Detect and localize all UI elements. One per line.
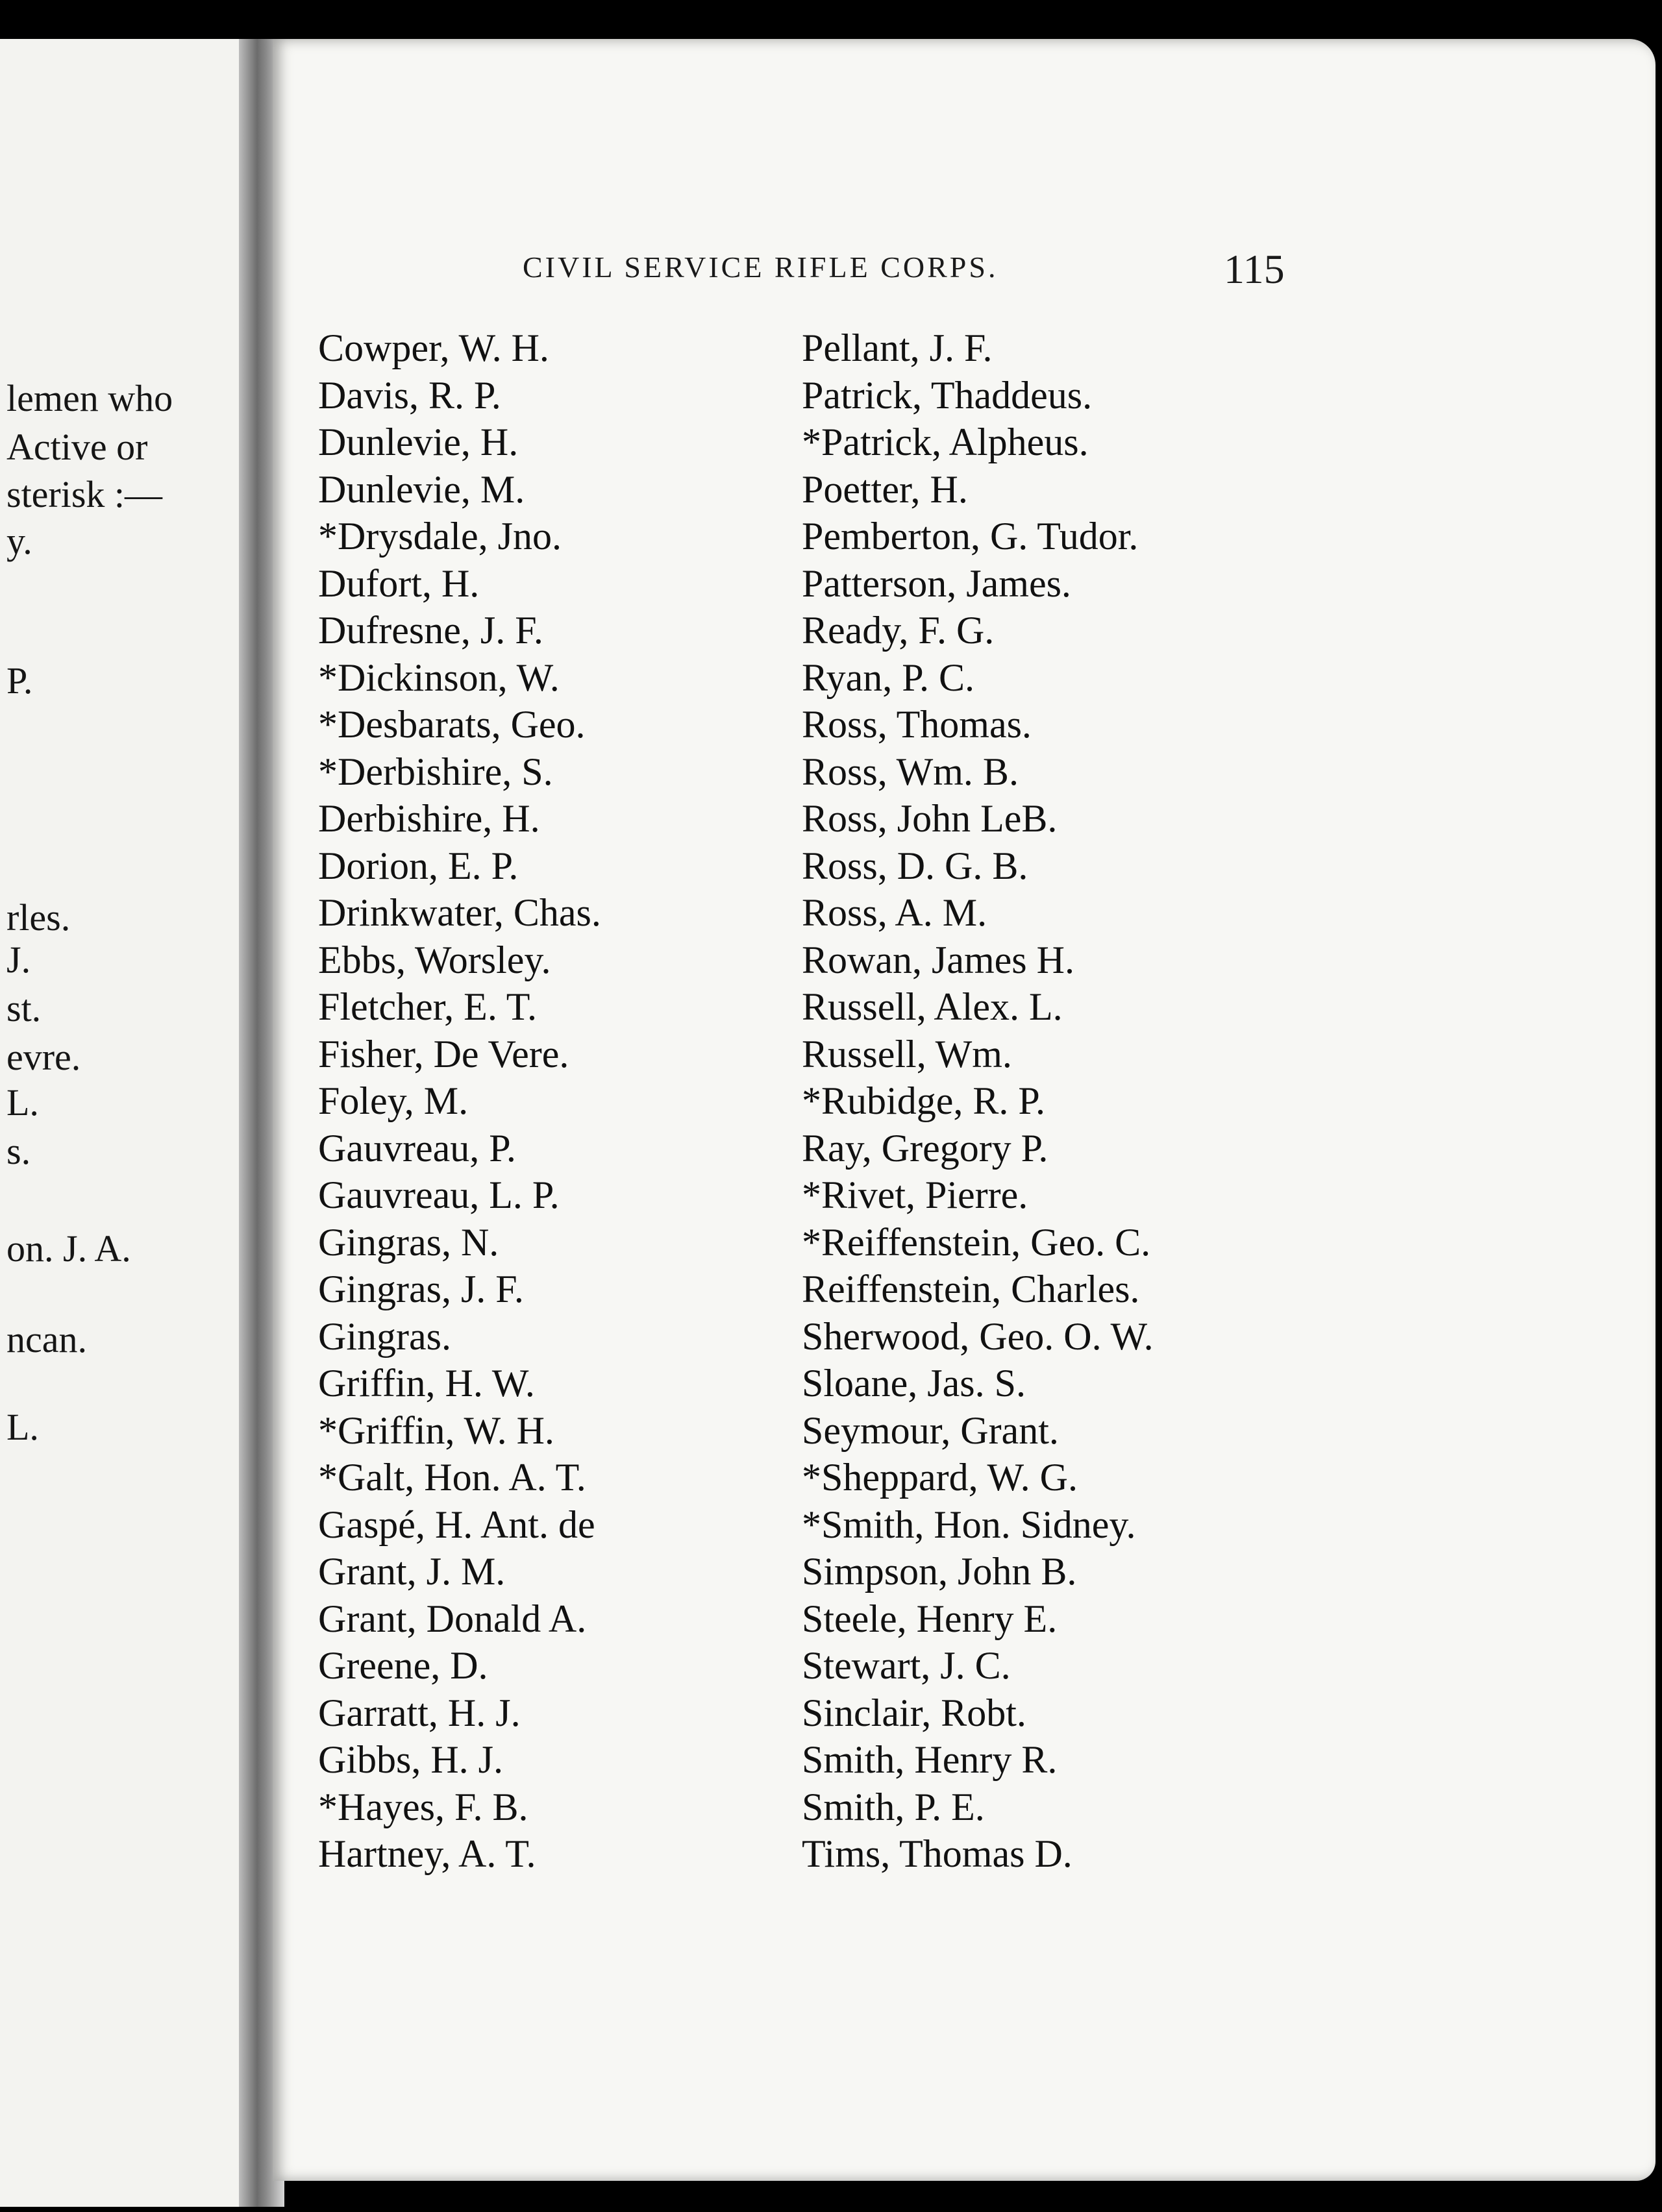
name-entry: *Dickinson, W. xyxy=(318,656,560,699)
name-entry: Ryan, P. C. xyxy=(802,656,974,699)
name-entry: *Smith, Hon. Sidney. xyxy=(802,1503,1136,1546)
name-entry: Ray, Gregory P. xyxy=(802,1126,1048,1170)
name-entry: Stewart, J. C. xyxy=(802,1644,1011,1687)
left-page-fragment: st. xyxy=(6,987,42,1029)
left-page-fragment: J. xyxy=(6,939,31,981)
name-entry: *Reiffenstein, Geo. C. xyxy=(802,1220,1151,1264)
name-entry: Gauvreau, P. xyxy=(318,1126,516,1170)
left-page-fragment: P. xyxy=(6,659,33,702)
names-column-right xyxy=(802,325,1154,1878)
name-entry: *Patrick, Alpheus. xyxy=(802,421,1089,463)
name-entry: Fisher, De Vere. xyxy=(318,1032,569,1075)
name-entry: Gaspé, H. Ant. de xyxy=(318,1503,595,1546)
name-entry: Cowper, W. H. xyxy=(318,326,549,369)
name-entry: Pellant, J. F. xyxy=(802,326,993,369)
name-entry: Rowan, James H. xyxy=(802,938,1074,981)
name-entry: Ross, Thomas. xyxy=(802,703,1032,746)
name-entry: *Desbarats, Geo. xyxy=(318,703,586,746)
left-facing-page xyxy=(0,39,260,2207)
running-head: CIVIL SERVICE RIFLE CORPS. xyxy=(523,251,998,284)
name-entry: Ebbs, Worsley. xyxy=(318,938,551,981)
name-entry: Fletcher, E. T. xyxy=(318,985,537,1028)
left-page-fragment: lemen who xyxy=(6,377,173,419)
left-page-fragment: L. xyxy=(6,1406,39,1448)
name-entry: Dorion, E. P. xyxy=(318,844,519,887)
name-entry: *Rivet, Pierre. xyxy=(802,1174,1028,1216)
name-entry: Steele, Henry E. xyxy=(802,1597,1058,1640)
name-entry: *Drysdale, Jno. xyxy=(318,515,562,558)
left-page-fragment: s. xyxy=(6,1130,31,1172)
left-page-fragment: L. xyxy=(6,1081,39,1124)
name-entry: Ross, John LeB. xyxy=(802,797,1058,840)
name-entry: Garratt, H. J. xyxy=(318,1691,521,1734)
name-entry: Smith, P. E. xyxy=(802,1785,985,1828)
left-page-fragment: evre. xyxy=(6,1036,81,1078)
name-entry: Dunlevie, H. xyxy=(318,421,519,463)
name-entry: Dunlevie, M. xyxy=(318,467,525,511)
left-page-fragment: Active or xyxy=(6,426,148,468)
name-entry: Sloane, Jas. S. xyxy=(802,1362,1026,1405)
name-entry: Gibbs, H. J. xyxy=(318,1738,504,1781)
name-entry: Derbishire, H. xyxy=(318,797,540,840)
name-entry: *Hayes, F. B. xyxy=(318,1785,528,1828)
name-entry: Ross, D. G. B. xyxy=(802,844,1028,887)
name-entry: Davis, R. P. xyxy=(318,373,501,417)
name-entry: Gauvreau, L. P. xyxy=(318,1174,560,1216)
name-entry: Grant, Donald A. xyxy=(318,1597,587,1640)
name-entry: Grant, J. M. xyxy=(318,1550,506,1593)
name-entry: Dufort, H. xyxy=(318,561,480,605)
page-number: 115 xyxy=(1224,246,1285,292)
left-page-fragment: y. xyxy=(6,520,32,562)
name-entry: Sherwood, Geo. O. W. xyxy=(802,1314,1154,1358)
name-entry: Russell, Wm. xyxy=(802,1032,1012,1075)
name-entry: *Sheppard, W. G. xyxy=(802,1456,1078,1499)
name-entry: Pemberton, G. Tudor. xyxy=(802,515,1139,558)
name-entry: Simpson, John B. xyxy=(802,1550,1077,1593)
name-entry: Gingras, N. xyxy=(318,1220,499,1264)
name-entry: Drinkwater, Chas. xyxy=(318,891,601,934)
name-entry: Greene, D. xyxy=(318,1644,488,1687)
name-entry: *Derbishire, S. xyxy=(318,750,553,793)
left-page-fragment: ncan. xyxy=(6,1318,87,1360)
left-page-fragment: sterisk :— xyxy=(6,473,163,515)
name-entry: Hartney, A. T. xyxy=(318,1832,536,1875)
name-entry: Russell, Alex. L. xyxy=(802,985,1063,1028)
name-entry: *Rubidge, R. P. xyxy=(802,1079,1046,1122)
name-entry: Ross, A. M. xyxy=(802,891,987,934)
left-page-fragment: rles. xyxy=(6,896,71,939)
name-entry: Smith, Henry R. xyxy=(802,1738,1058,1781)
name-entry: Gingras, J. F. xyxy=(318,1268,524,1310)
name-entry: Patterson, James. xyxy=(802,561,1071,605)
name-entry: Patrick, Thaddeus. xyxy=(802,373,1093,417)
name-entry: Sinclair, Robt. xyxy=(802,1691,1026,1734)
name-entry: Ready, F. G. xyxy=(802,609,995,652)
name-entry: Tims, Thomas D. xyxy=(802,1832,1073,1875)
name-entry: Poetter, H. xyxy=(802,467,968,511)
names-column-left xyxy=(318,325,601,1878)
name-entry: Ross, Wm. B. xyxy=(802,750,1019,793)
name-entry: Gingras. xyxy=(318,1314,451,1358)
name-entry: *Griffin, W. H. xyxy=(318,1408,554,1452)
name-entry: Griffin, H. W. xyxy=(318,1362,535,1405)
name-entry: Foley, M. xyxy=(318,1079,469,1122)
name-entry: Seymour, Grant. xyxy=(802,1408,1059,1452)
name-entry: *Galt, Hon. A. T. xyxy=(318,1456,586,1499)
name-entry: Dufresne, J. F. xyxy=(318,609,543,652)
left-page-fragment: on. J. A. xyxy=(6,1227,131,1270)
name-entry: Reiffenstein, Charles. xyxy=(802,1268,1140,1310)
